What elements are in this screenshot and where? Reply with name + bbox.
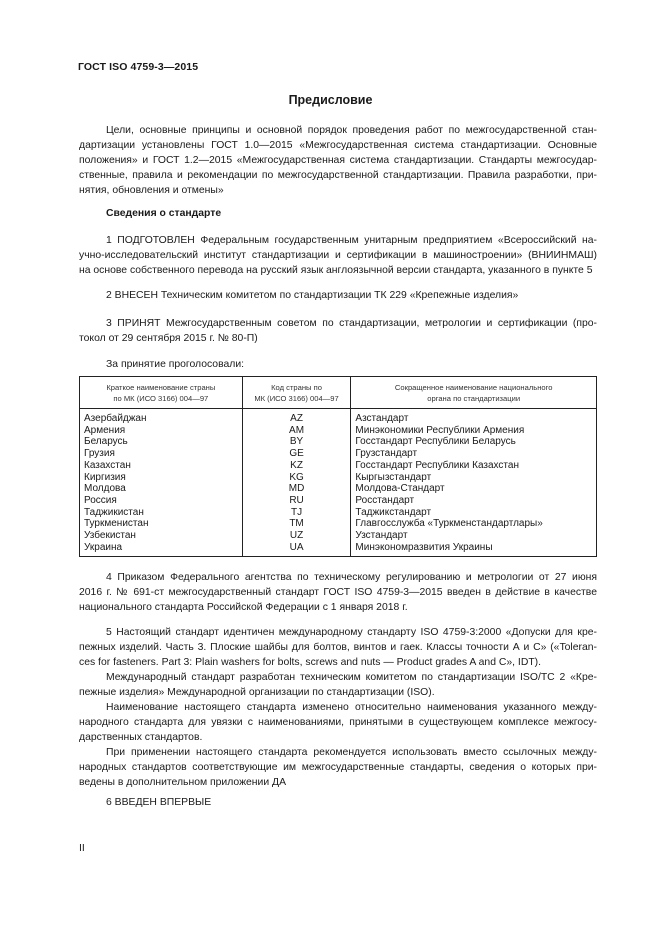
item-2-paragraph: 2 ВНЕСЕН Техническим комитетом по стандартизации ТК 229 «Крепежные изделия» xyxy=(106,290,519,301)
item-5b-paragraph xyxy=(79,670,597,700)
item-4-paragraph xyxy=(79,570,597,615)
intro-line: дартизации установлены ГОСТ 1.0—2015 «Межгосударственная система стандартизации. Основные xyxy=(79,140,597,152)
item-3-paragraph xyxy=(79,316,597,346)
item-5-line: 5 Настоящий стандарт идентичен международному стандарту ISO 4759-3:2000 «Допуски для кре- xyxy=(106,627,597,638)
table-row: Армения AM Минэкономики Республики Армения xyxy=(80,425,597,437)
item-5-paragraph xyxy=(79,625,597,670)
column-header-country: Краткое наименование страны по МК (ИСО 3166) 004—97 xyxy=(80,377,243,409)
table-row: Молдова MD Молдова-Стандарт xyxy=(80,483,597,495)
table-row: Россия RU Росстандарт xyxy=(80,495,597,507)
item-5d-line: ведены в дополнительном приложении ДА xyxy=(79,777,287,789)
table-row: Таджикистан TJ Таджикстандарт xyxy=(80,507,597,519)
item-5-line: ces for fasteners. Part 3: Plain washers for bolts, screws and nuts — Product grades A and C», IDT). xyxy=(79,657,542,669)
table-row: Беларусь BY Госстандарт Республики Беларусь xyxy=(80,436,597,448)
intro-line: положения» и ГОСТ 1.2—2015 «Межгосударственная система стандартизации. Стандарты межгосудар- xyxy=(79,155,597,167)
table-row: Казахстан KZ Госстандарт Республики Казахстан xyxy=(80,460,597,472)
intro-line: ственные, правила и рекомендации по межгосударственной стандартизации. Правила разработки, при- xyxy=(79,170,597,182)
item-1-line: на основе собственного перевода на русский язык англоязычной версии стандарта, указанного в пункте 5 xyxy=(79,265,593,277)
item-5d-line: народных стандартов соответствующие им межгосударственные стандарты, сведения о которых при- xyxy=(79,762,597,774)
item-4-line: 4 Приказом Федерального агентства по техническому регулированию и метрологии от 27 июня xyxy=(106,572,597,583)
section-title: Предисловие xyxy=(288,93,373,107)
item-1-paragraph xyxy=(79,233,597,278)
item-3-line: токол от 29 сентября 2015 г. № 80-П) xyxy=(79,333,258,345)
column-header-code: Код страны по МК (ИСО 3166) 004—97 xyxy=(242,377,351,409)
item-5c-line: народного стандарта для увязки с наименованиями, принятыми в существующем комплексе межгосу- xyxy=(79,717,597,729)
item-5c-paragraph xyxy=(79,700,597,745)
item-4-line: 2016 г. № 691-ст межгосударственный стандарт ГОСТ ISO 4759-3—2015 введен в действие в качестве xyxy=(79,587,597,599)
intro-paragraph xyxy=(79,123,597,198)
page-number: II xyxy=(79,842,85,854)
info-heading: Сведения о стандарте xyxy=(106,208,222,219)
item-4-line: национального стандарта Российской Федерации с 1 января 2018 г. xyxy=(79,602,408,614)
item-1-line: учно-исследовательский институт стандартизации и сертификации в машиностроении» (ВНИИНМАШ) xyxy=(79,250,597,262)
item-5b-line: пежные изделия» Международной организации по стандартизации (ISO). xyxy=(79,687,435,699)
voting-states-table xyxy=(79,376,597,557)
column-header-body: Сокращенное наименование национального органа по стандартизации xyxy=(351,377,597,409)
table-row: Азербайджан AZ Азстандарт xyxy=(80,409,597,425)
item-5b-line: Международный стандарт разработан техническим комитетом по стандартизации ISO/TC 2 «Кре- xyxy=(106,672,597,683)
intro-line: Цели, основные принципы и основной порядок проведения работ по межгосударственной стан- xyxy=(106,125,597,136)
item-6-paragraph: 6 ВВЕДЕН ВПЕРВЫЕ xyxy=(106,797,212,808)
table-row: Узбекистан UZ Узстандарт xyxy=(80,530,597,542)
document-header: ГОСТ ISO 4759-3—2015 xyxy=(78,61,199,73)
table-row: Киргизия KG Кыргызстандарт xyxy=(80,472,597,484)
item-5-line: пежных изделий. Часть 3. Плоские шайбы для болтов, винтов и гаек. Классы точности А и С» («Toleran- xyxy=(79,642,597,654)
table-header-row xyxy=(80,377,597,409)
table-row: Грузия GE Грузстандарт xyxy=(80,448,597,460)
item-3-line: 3 ПРИНЯТ Межгосударственным советом по стандартизации, метрологии и сертификации (про- xyxy=(106,318,597,329)
table-row: Украина UA Минэкономразвития Украины xyxy=(80,542,597,557)
item-1-line: 1 ПОДГОТОВЛЕН Федеральным государственным унитарным предприятием «Всероссийский на- xyxy=(106,235,597,246)
item-5c-line: дарственных стандартов. xyxy=(79,732,203,744)
voted-label: За принятие проголосовали: xyxy=(106,359,245,370)
item-5d-paragraph xyxy=(79,745,597,790)
table-row: Туркменистан TM Главгосслужба «Туркменстандартлары» xyxy=(80,518,597,530)
intro-line: нятия, обновления и отмены» xyxy=(79,185,224,197)
item-5c-line: Наименование настоящего стандарта изменено относительно наименования указанного между- xyxy=(106,702,597,713)
item-5d-line: При применении настоящего стандарта рекомендуется использовать вместо ссылочных между- xyxy=(106,747,597,758)
